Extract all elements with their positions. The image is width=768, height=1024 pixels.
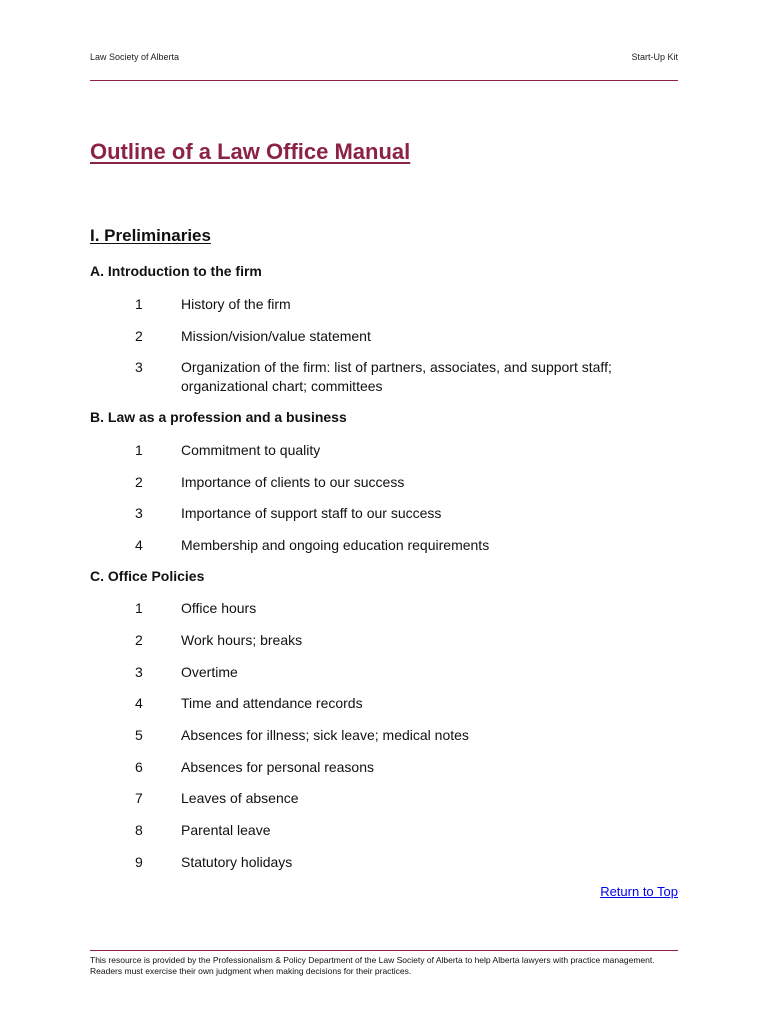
- item-number: 4: [135, 695, 143, 711]
- footer-divider: [90, 950, 678, 951]
- item-number: 4: [135, 537, 143, 553]
- item-text: History of the firm: [181, 296, 291, 312]
- item-text: Time and attendance records: [181, 695, 363, 711]
- item-text: Importance of clients to our success: [181, 474, 405, 490]
- item-number: 8: [135, 822, 143, 838]
- item-text: Work hours; breaks: [181, 632, 303, 648]
- item-number: 1: [135, 600, 143, 616]
- item-number: 1: [135, 442, 143, 458]
- item-text: Mission/vision/value statement: [181, 328, 371, 344]
- header-divider: [90, 80, 678, 81]
- item-text: Commitment to quality: [181, 442, 321, 458]
- item-number: 2: [135, 632, 143, 648]
- item-number: 5: [135, 727, 143, 743]
- item-text: Absences for illness; sick leave; medical notes: [181, 727, 469, 743]
- item-number: 2: [135, 474, 143, 490]
- item-text: Membership and ongoing education requirements: [181, 537, 490, 553]
- item-number: 7: [135, 790, 143, 806]
- item-text: Absences for personal reasons: [181, 759, 374, 775]
- return-to-top-link[interactable]: Return to Top: [600, 884, 678, 899]
- item-number: 3: [135, 359, 143, 375]
- page-header: [90, 52, 678, 66]
- item-number: 6: [135, 759, 143, 775]
- subsection-heading-b: B. Law as a profession and a business: [90, 409, 347, 425]
- item-number: 3: [135, 664, 143, 680]
- item-text: Office hours: [181, 600, 257, 616]
- item-text: Organization of the firm: list of partners, associates, and support staff; organizational chart; committees: [181, 359, 612, 394]
- subsection-heading-c: C. Office Policies: [90, 568, 205, 584]
- item-text: Leaves of absence: [181, 790, 299, 806]
- item-number: 3: [135, 505, 143, 521]
- header-organization: Law Society of Alberta: [90, 52, 180, 62]
- header-kit-name: Start-Up Kit: [631, 52, 678, 62]
- section-heading: I. Preliminaries: [90, 226, 211, 245]
- subsection-heading-a: A. Introduction to the firm: [90, 263, 262, 279]
- item-text: Importance of support staff to our success: [181, 505, 442, 521]
- item-text: Parental leave: [181, 822, 271, 838]
- document-title: Outline of a Law Office Manual: [90, 139, 411, 164]
- item-number: 9: [135, 854, 143, 870]
- item-number: 2: [135, 328, 143, 344]
- item-text: Statutory holidays: [181, 854, 293, 870]
- item-text: Overtime: [181, 664, 238, 680]
- item-number: 1: [135, 296, 143, 312]
- footer-disclaimer: This resource is provided by the Professionalism & Policy Department of the Law Society of Alberta to help Alberta lawyers with practice management. Readers must exercise their own judgment when making decisions for their practices.: [90, 955, 655, 976]
